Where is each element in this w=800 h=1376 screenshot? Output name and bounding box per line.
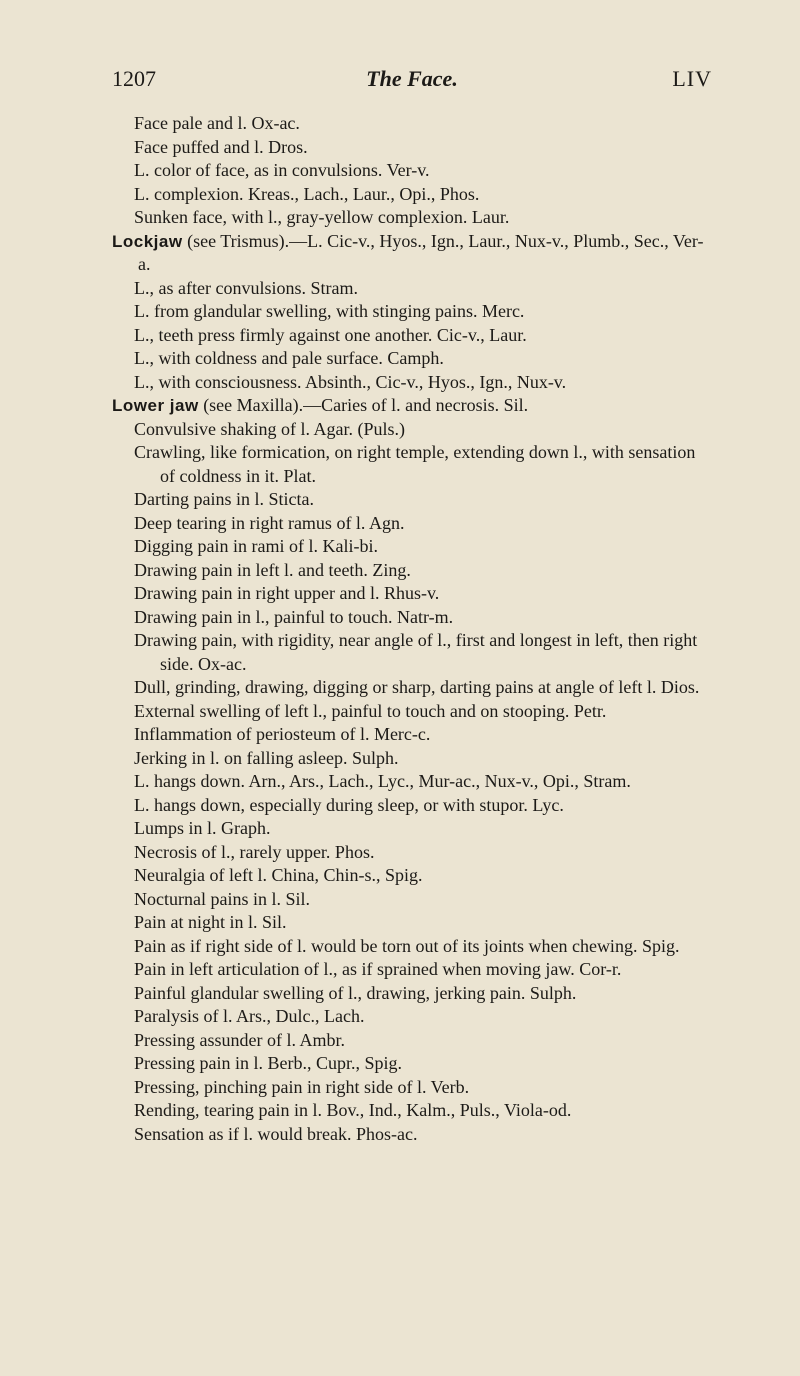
entry [134,841,714,865]
entry [134,935,714,959]
section-entry [112,394,714,418]
entry [134,112,714,136]
entry [134,418,714,442]
entry-text: Dull, grinding, drawing, digging or sharp, darting pains at angle of left l. Dios. [134,677,700,697]
entry-list [112,112,714,1146]
section-heading: Lockjaw [112,231,183,251]
entry [134,488,714,512]
entry [134,982,714,1006]
page-title: The Face. [366,66,458,91]
entry-text: L., with coldness and pale surface. Camph. [134,348,444,368]
entry-text: Nocturnal pains in l. Sil. [134,888,310,909]
entry-text: L. complexion. Kreas., Lach., Laur., Opi., Phos. [134,183,480,204]
section-heading: Lower jaw [112,396,199,415]
entry-text: (see Maxilla).—Caries of l. and necrosis. Sil. [198,395,529,415]
entry [134,1099,714,1123]
entry-text: Necrosis of l., rarely upper. Phos. [134,841,375,862]
entry-text: Pain as if right side of l. would be torn out of its joints when chewing. Spig. [134,935,680,956]
entry [134,136,714,160]
entry [134,371,714,395]
entry [134,183,714,207]
entry [134,888,714,912]
entry-text: Drawing pain in right upper and l. Rhus-v. [134,583,440,603]
entry-text: (see Trismus).—L. Cic-v., Hyos., Ign., Laur., Nux-v., Plumb., Sec., Ver-a. [138,230,704,274]
entry [134,817,714,841]
entry-text: L., with consciousness. Absinth., Cic-v., Hyos., Ign., Nux-v. [134,371,567,392]
entry [134,676,714,700]
entry [134,1076,714,1100]
entry-text: Pressing pain in l. Berb., Cupr., Spig. [134,1053,403,1073]
entry-text: Painful glandular swelling of l., drawing, jerking pain. Sulph. [134,982,577,1003]
section-entry [112,230,714,277]
entry [134,512,714,536]
entry [134,1123,714,1147]
entry [134,206,714,230]
entry-text: Convulsive shaking of l. Agar. (Puls.) [134,418,405,439]
section-number: LIV [672,66,712,91]
entry [134,958,714,982]
entry-text: L. from glandular swelling, with stinging pains. Merc. [134,301,525,321]
entry-text: Rending, tearing pain in l. Bov., Ind., Kalm., Puls., Viola-od. [134,1100,572,1120]
entry-text: Deep tearing in right ramus of l. Agn. [134,512,405,533]
entry-text: Lumps in l. Graph. [134,818,271,838]
entry [134,794,714,818]
entry [134,347,714,371]
entry-text: Face puffed and l. Dros. [134,136,308,157]
entry-text: Pressing, pinching pain in right side of l. Verb. [134,1076,470,1097]
entry [134,1005,714,1029]
entry-text: Sunken face, with l., gray-yellow complexion. Laur. [134,207,510,227]
entry-text: Paralysis of l. Ars., Dulc., Lach. [134,1006,365,1026]
entry-text: Drawing pain in l., painful to touch. Natr-m. [134,606,454,627]
entry [134,324,714,348]
entry-text: Pain in left articulation of l., as if sprained when moving jaw. Cor-r. [134,959,622,979]
entry [134,535,714,559]
entry-text: Face pale and l. Ox-ac. [134,113,300,133]
entry-text: Crawling, like formication, on right temple, extending down l., with sensation of coldness in it. Plat. [134,442,696,486]
entry-text: Jerking in l. on falling asleep. Sulph. [134,747,399,768]
entry [134,300,714,324]
entry-text: Drawing pain in left l. and teeth. Zing. [134,559,411,580]
entry-text: L. color of face, as in convulsions. Ver-v. [134,160,430,180]
entry-text: Pressing assunder of l. Ambr. [134,1029,345,1050]
entry [134,747,714,771]
entry [134,629,714,676]
entry-text: Inflammation of periosteum of l. Merc-c. [134,724,431,744]
running-header [112,66,712,96]
entry [134,770,714,794]
entry [134,159,714,183]
entry [134,723,714,747]
entry [134,911,714,935]
entry [134,559,714,583]
entry-text: L., as after convulsions. Stram. [134,277,358,298]
entry [134,1052,714,1076]
entry-text: Drawing pain, with rigidity, near angle of l., first and longest in left, then right side. Ox-ac. [134,630,698,674]
entry-text: L., teeth press firmly against one another. Cic-v., Laur. [134,324,527,345]
entry-text: External swelling of left l., painful to touch and on stooping. Petr. [134,700,607,721]
entry-text: Neuralgia of left l. China, Chin-s., Spig. [134,865,423,885]
entry [134,582,714,606]
entry [134,606,714,630]
entry-text: Darting pains in l. Sticta. [134,489,314,509]
entry [134,441,714,488]
entry [134,700,714,724]
entry-text: Digging pain in rami of l. Kali-bi. [134,536,378,556]
page-number: 1207 [112,66,156,91]
entry [134,1029,714,1053]
entry-text: L. hangs down. Arn., Ars., Lach., Lyc., Mur-ac., Nux-v., Opi., Stram. [134,771,631,791]
entry-text: L. hangs down, especially during sleep, or with stupor. Lyc. [134,794,564,815]
entry-text: Sensation as if l. would break. Phos-ac. [134,1123,418,1144]
entry [134,864,714,888]
entry-text: Pain at night in l. Sil. [134,912,287,932]
entry [134,277,714,301]
